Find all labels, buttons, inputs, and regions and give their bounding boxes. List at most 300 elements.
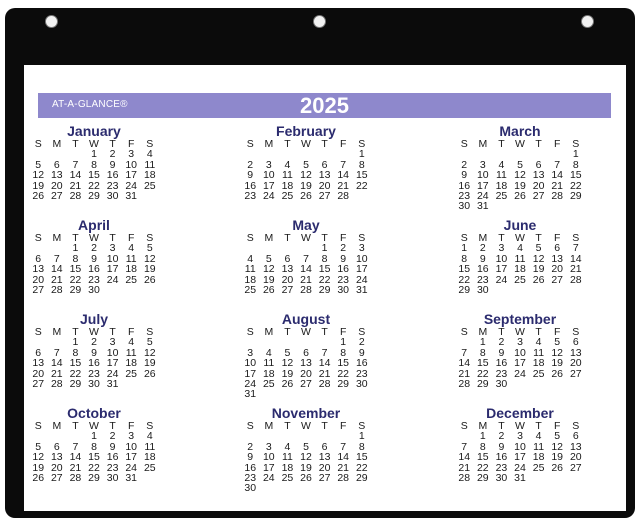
day-cell: 9 <box>498 346 505 359</box>
day-cell: 22 <box>69 367 82 380</box>
day-cell: 31 <box>125 471 138 484</box>
month-january <box>24 123 164 201</box>
day-cell: 21 <box>337 461 350 474</box>
day-cell: 26 <box>262 283 275 296</box>
day-cell: 12 <box>143 346 156 359</box>
day-cell: 14 <box>337 451 350 464</box>
day-cell: 17 <box>476 179 489 192</box>
weekday-label: W <box>89 420 99 432</box>
weekday-label: W <box>301 326 311 338</box>
day-cell: 17 <box>125 169 138 182</box>
day-cell: 9 <box>109 440 116 453</box>
day-cell: 17 <box>244 367 257 380</box>
day-cell: 21 <box>300 273 312 286</box>
day-cell: 20 <box>281 273 294 286</box>
weekday-label: W <box>301 420 311 432</box>
day-cell: 30 <box>106 471 119 484</box>
day-cell: 22 <box>458 273 471 286</box>
day-cell: 18 <box>281 461 294 474</box>
day-cell: 29 <box>476 377 489 390</box>
day-cell: 12 <box>300 169 312 182</box>
weekday-label: T <box>72 138 79 150</box>
day-cell: 7 <box>53 252 60 265</box>
day-grid <box>450 233 590 295</box>
day-cell: 13 <box>281 263 294 276</box>
year-title: 2025 <box>300 93 349 118</box>
day-cell: 8 <box>72 346 79 359</box>
day-cell: 11 <box>244 263 256 276</box>
day-cell: 15 <box>88 169 100 182</box>
day-cell: 7 <box>72 440 79 453</box>
day-cell: 13 <box>50 169 63 182</box>
day-cell: 2 <box>340 242 347 255</box>
weekday-label: F <box>127 326 135 338</box>
weekday-label: S <box>572 420 580 432</box>
weekday-label: T <box>109 232 116 244</box>
day-cell: 2 <box>498 336 505 349</box>
weekday-label: M <box>478 326 488 338</box>
month-name: June <box>503 217 537 233</box>
day-cell: 12 <box>551 440 564 453</box>
day-cell: 29 <box>69 377 82 390</box>
day-cell: 31 <box>476 200 489 213</box>
day-cell: 9 <box>358 346 365 359</box>
day-cell: 28 <box>69 189 82 202</box>
day-cell: 14 <box>318 357 331 370</box>
day-cell: 18 <box>532 451 545 464</box>
day-cell: 7 <box>72 158 79 171</box>
day-cell: 21 <box>458 461 471 474</box>
weekday-label: T <box>109 138 116 150</box>
day-cell: 24 <box>476 189 489 202</box>
day-cell: 22 <box>88 461 100 474</box>
day-cell: 27 <box>532 189 545 202</box>
day-cell: 11 <box>533 346 545 359</box>
day-cell: 27 <box>551 273 564 286</box>
weekday-label: F <box>127 138 135 150</box>
day-cell: 2 <box>91 242 97 255</box>
day-cell: 27 <box>32 283 45 296</box>
weekday-label: W <box>301 232 311 244</box>
day-cell: 23 <box>244 189 257 202</box>
day-cell: 16 <box>458 179 471 192</box>
day-cell: 7 <box>340 158 347 171</box>
day-cell: 7 <box>461 346 468 359</box>
day-cell: 17 <box>262 461 275 474</box>
weekday-label: F <box>553 326 561 338</box>
day-cell: 27 <box>300 377 312 390</box>
day-cell: 11 <box>281 451 293 464</box>
weekday-label: S <box>572 138 580 150</box>
day-cell: 19 <box>532 263 545 276</box>
day-cell: 17 <box>514 451 526 464</box>
day-cell: 22 <box>318 273 331 286</box>
day-cell: 14 <box>50 263 63 276</box>
day-cell: 6 <box>303 346 309 359</box>
day-cell: 22 <box>69 273 82 286</box>
day-cell: 1 <box>358 148 365 161</box>
weekday-label: W <box>515 326 525 338</box>
month-name: February <box>276 123 336 139</box>
day-cell: 23 <box>88 367 100 380</box>
day-cell: 26 <box>514 189 526 202</box>
day-cell: 9 <box>91 252 97 265</box>
day-cell: 15 <box>69 357 82 370</box>
day-cell: 5 <box>303 158 309 171</box>
day-grid <box>236 327 376 400</box>
day-cell: 6 <box>35 346 42 359</box>
day-cell: 27 <box>569 367 582 380</box>
day-cell: 9 <box>247 169 254 182</box>
day-cell: 7 <box>321 346 328 359</box>
day-cell: 14 <box>458 357 471 370</box>
day-cell: 20 <box>300 367 312 380</box>
weekday-label: M <box>478 232 488 244</box>
day-grid <box>236 421 376 494</box>
day-cell: 6 <box>53 440 60 453</box>
weekday-label: S <box>146 326 154 338</box>
day-cell: 7 <box>340 440 347 453</box>
day-cell: 30 <box>88 283 100 296</box>
day-cell: 14 <box>300 263 312 276</box>
day-cell: 13 <box>32 263 45 276</box>
day-grid <box>450 421 590 483</box>
day-cell: 10 <box>125 158 138 171</box>
day-cell: 25 <box>262 377 275 390</box>
day-cell: 18 <box>262 367 275 380</box>
day-cell: 4 <box>265 346 272 359</box>
day-grid <box>24 327 164 389</box>
day-cell: 4 <box>146 148 153 161</box>
day-cell: 30 <box>476 283 489 296</box>
day-cell: 16 <box>244 179 257 192</box>
day-cell: 19 <box>32 461 45 474</box>
day-cell: 14 <box>337 169 350 182</box>
weekday-label: S <box>34 326 42 338</box>
day-cell: 11 <box>125 252 137 265</box>
day-cell: 2 <box>109 148 116 161</box>
weekday-label: T <box>498 232 505 244</box>
month-october <box>24 405 164 483</box>
day-grid <box>236 139 376 201</box>
day-cell: 14 <box>551 169 564 182</box>
day-cell: 16 <box>88 357 100 370</box>
day-cell: 1 <box>572 148 579 161</box>
day-cell: 23 <box>337 273 350 286</box>
day-grid <box>236 233 376 295</box>
weekday-label: M <box>478 420 488 432</box>
day-cell: 6 <box>53 158 60 171</box>
weekday-label: M <box>52 232 62 244</box>
day-cell: 30 <box>106 189 119 202</box>
day-cell: 28 <box>337 189 350 202</box>
day-cell: 4 <box>247 252 254 265</box>
day-cell: 2 <box>247 440 254 453</box>
day-cell: 29 <box>458 283 471 296</box>
day-cell: 25 <box>143 179 156 192</box>
weekday-label: S <box>246 420 254 432</box>
weekday-label: S <box>572 232 580 244</box>
day-cell: 6 <box>321 440 328 453</box>
weekday-label: T <box>498 326 505 338</box>
day-cell: 4 <box>535 336 542 349</box>
day-cell: 30 <box>495 471 508 484</box>
day-cell: 24 <box>106 273 119 286</box>
day-cell: 13 <box>50 451 63 464</box>
day-cell: 18 <box>514 263 526 276</box>
day-cell: 28 <box>318 377 331 390</box>
day-cell: 3 <box>109 336 116 349</box>
weekday-label: M <box>264 326 274 338</box>
day-cell: 1 <box>479 430 486 443</box>
day-cell: 25 <box>281 189 294 202</box>
month-september <box>450 311 590 389</box>
day-cell: 21 <box>69 461 82 474</box>
day-cell: 19 <box>262 273 275 286</box>
day-cell: 31 <box>355 283 368 296</box>
day-cell: 13 <box>532 169 545 182</box>
day-cell: 10 <box>355 252 368 265</box>
day-cell: 27 <box>318 471 331 484</box>
weekday-label: W <box>89 138 99 150</box>
weekday-label: S <box>34 138 42 150</box>
weekday-label: S <box>460 232 468 244</box>
weekday-label: F <box>339 420 347 432</box>
day-cell: 16 <box>495 451 508 464</box>
day-cell: 24 <box>514 461 526 474</box>
day-cell: 3 <box>109 242 116 255</box>
day-cell: 10 <box>125 440 138 453</box>
weekday-label: S <box>34 420 42 432</box>
day-cell: 19 <box>300 461 312 474</box>
weekday-label: F <box>553 232 561 244</box>
brand-logo: AT-A-GLANCE® <box>52 99 128 110</box>
weekday-label: F <box>127 232 135 244</box>
day-cell: 21 <box>318 367 331 380</box>
day-cell: 18 <box>125 357 138 370</box>
month-august <box>236 311 376 400</box>
day-cell: 5 <box>35 440 42 453</box>
day-cell: 26 <box>143 367 156 380</box>
weekday-label: T <box>284 420 291 432</box>
day-cell: 6 <box>35 252 42 265</box>
day-cell: 27 <box>50 471 63 484</box>
day-cell: 4 <box>535 430 542 443</box>
day-cell: 29 <box>569 189 582 202</box>
weekday-label: F <box>339 232 347 244</box>
weekday-label: M <box>52 326 62 338</box>
day-cell: 9 <box>247 451 254 464</box>
day-cell: 26 <box>532 273 545 286</box>
day-cell: 22 <box>476 367 489 380</box>
day-cell: 16 <box>88 263 100 276</box>
day-cell: 8 <box>479 440 486 453</box>
day-cell: 12 <box>551 346 564 359</box>
month-february <box>236 123 376 201</box>
day-cell: 15 <box>337 357 350 370</box>
day-cell: 18 <box>143 169 156 182</box>
day-cell: 30 <box>355 377 368 390</box>
day-cell: 27 <box>281 283 294 296</box>
month-november <box>236 405 376 494</box>
day-cell: 27 <box>569 461 582 474</box>
day-cell: 19 <box>143 357 156 370</box>
day-cell: 5 <box>284 346 291 359</box>
day-cell: 21 <box>337 179 350 192</box>
day-cell: 10 <box>495 252 508 265</box>
day-cell: 21 <box>50 367 63 380</box>
day-cell: 1 <box>461 242 468 255</box>
day-cell: 12 <box>143 252 156 265</box>
month-june <box>450 217 590 295</box>
day-cell: 19 <box>551 357 564 370</box>
day-cell: 25 <box>143 461 156 474</box>
day-cell: 12 <box>514 169 526 182</box>
day-cell: 30 <box>458 200 471 213</box>
day-cell: 21 <box>69 179 82 192</box>
day-cell: 3 <box>265 158 272 171</box>
day-cell: 1 <box>321 242 328 255</box>
weekday-label: T <box>72 326 79 338</box>
day-cell: 24 <box>125 179 138 192</box>
weekday-label: S <box>572 326 580 338</box>
day-cell: 15 <box>318 263 331 276</box>
day-cell: 13 <box>32 357 45 370</box>
day-cell: 29 <box>337 377 350 390</box>
day-cell: 10 <box>514 440 526 453</box>
day-cell: 18 <box>125 263 138 276</box>
weekday-label: S <box>146 232 154 244</box>
weekday-label: S <box>358 420 366 432</box>
day-cell: 19 <box>551 451 564 464</box>
day-cell: 12 <box>281 357 294 370</box>
day-cell: 23 <box>476 273 489 286</box>
day-cell: 1 <box>72 242 79 255</box>
weekday-label: F <box>553 138 561 150</box>
day-cell: 18 <box>143 451 156 464</box>
day-cell: 20 <box>532 179 545 192</box>
day-cell: 23 <box>495 367 508 380</box>
day-cell: 7 <box>303 252 309 265</box>
day-cell: 8 <box>340 346 347 359</box>
weekday-label: W <box>89 326 99 338</box>
weekday-label: T <box>321 420 328 432</box>
day-cell: 25 <box>532 367 545 380</box>
day-cell: 5 <box>517 158 523 171</box>
day-cell: 6 <box>572 430 579 443</box>
day-cell: 22 <box>88 179 100 192</box>
day-cell: 17 <box>262 179 275 192</box>
day-cell: 11 <box>281 169 293 182</box>
day-cell: 7 <box>461 440 468 453</box>
day-cell: 28 <box>458 377 471 390</box>
month-name: May <box>292 217 320 233</box>
day-cell: 1 <box>479 336 486 349</box>
day-cell: 16 <box>106 451 119 464</box>
day-cell: 5 <box>146 242 153 255</box>
day-cell: 23 <box>495 461 508 474</box>
day-cell: 8 <box>358 158 365 171</box>
day-cell: 27 <box>50 189 63 202</box>
day-cell: 24 <box>355 273 368 286</box>
day-cell: 4 <box>284 158 291 171</box>
weekday-label: S <box>146 420 154 432</box>
day-cell: 23 <box>244 471 257 484</box>
weekday-label: F <box>553 420 561 432</box>
day-cell: 5 <box>554 336 561 349</box>
day-cell: 6 <box>554 242 561 255</box>
day-cell: 20 <box>318 461 331 474</box>
day-grid <box>450 139 590 212</box>
day-cell: 11 <box>144 440 156 453</box>
day-cell: 20 <box>32 273 45 286</box>
day-cell: 29 <box>69 283 82 296</box>
weekday-label: S <box>246 326 254 338</box>
day-cell: 25 <box>244 283 257 296</box>
day-cell: 2 <box>247 158 254 171</box>
day-cell: 4 <box>517 242 523 255</box>
day-cell: 25 <box>514 273 526 286</box>
day-cell: 15 <box>355 451 368 464</box>
day-cell: 27 <box>318 189 331 202</box>
day-cell: 24 <box>262 471 275 484</box>
day-cell: 12 <box>532 252 545 265</box>
day-cell: 7 <box>53 346 60 359</box>
day-cell: 4 <box>284 440 291 453</box>
day-cell: 28 <box>50 283 63 296</box>
weekday-label: W <box>89 232 99 244</box>
weekday-label: S <box>246 232 254 244</box>
day-cell: 11 <box>533 440 545 453</box>
month-march <box>450 123 590 212</box>
month-july <box>24 311 164 389</box>
month-april <box>24 217 164 295</box>
day-cell: 28 <box>337 471 350 484</box>
day-cell: 30 <box>337 283 350 296</box>
day-cell: 22 <box>569 179 582 192</box>
weekday-label: T <box>321 326 328 338</box>
day-cell: 3 <box>247 346 254 359</box>
day-cell: 21 <box>458 367 471 380</box>
day-cell: 11 <box>263 357 275 370</box>
day-cell: 3 <box>479 158 486 171</box>
weekday-label: M <box>52 420 62 432</box>
day-cell: 3 <box>498 242 505 255</box>
day-cell: 28 <box>569 273 582 286</box>
day-cell: 31 <box>244 388 257 401</box>
day-cell: 17 <box>514 357 526 370</box>
weekday-label: M <box>264 420 274 432</box>
month-may <box>236 217 376 295</box>
day-cell: 6 <box>572 336 579 349</box>
day-cell: 15 <box>569 169 582 182</box>
day-cell: 20 <box>318 179 331 192</box>
day-cell: 23 <box>106 179 119 192</box>
day-cell: 3 <box>517 336 523 349</box>
calendar-frame <box>5 8 635 518</box>
day-cell: 8 <box>461 252 468 265</box>
day-cell: 28 <box>551 189 564 202</box>
day-cell: 26 <box>281 377 294 390</box>
day-cell: 22 <box>355 461 368 474</box>
day-cell: 25 <box>125 367 138 380</box>
day-cell: 13 <box>318 451 331 464</box>
weekday-label: T <box>284 326 291 338</box>
weekday-label: S <box>34 232 42 244</box>
weekday-label: T <box>109 420 116 432</box>
day-cell: 10 <box>514 346 526 359</box>
day-cell: 25 <box>281 471 294 484</box>
